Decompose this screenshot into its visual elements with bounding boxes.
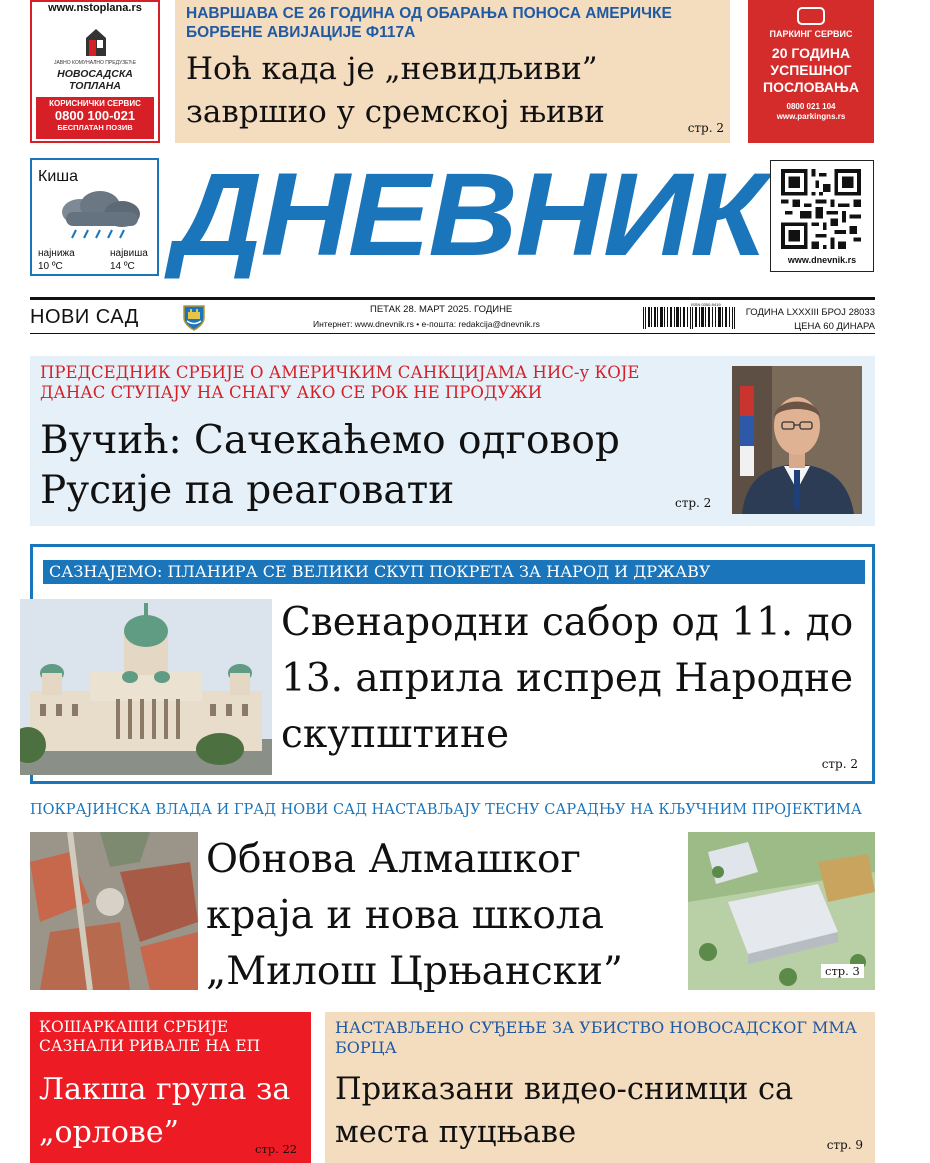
almaski-story[interactable] [30, 830, 875, 992]
sabor-page: стр. 2 [821, 757, 858, 771]
barcode-icon [643, 302, 753, 334]
sabor-headline: Свенародни сабор од 11. до 13. априла испред Народне скупштине [281, 600, 854, 757]
weather-low-value: 10 ºC [38, 261, 63, 272]
issue-price: ЦЕНА 60 ДИНАРА [794, 321, 875, 332]
weather-high-label: највиша [110, 248, 148, 259]
almaski-headline: Обнова Алмашког краја и нова школа „Милош Црњански” [206, 837, 623, 994]
sabor-kicker: САЗНАЈЕМО: ПЛАНИРА СЕ ВЕЛИКИ СКУП ПОКРЕТА ЗА НАРОД И ДРЖАВУ [43, 560, 865, 584]
masthead-title: ДНЕВНИК [173, 149, 765, 281]
aerial-photo [30, 832, 198, 990]
lead-kicker: ПРЕДСЕДНИК СРБИЈЕ О АМЕРИЧКИМ САНКЦИЈАМА НИС-у КОЈЕ ДАНАС СТУПАЈУ НА СНАГУ АКО СЕ РОК НЕ ПРОДУЖИ [40, 363, 640, 402]
parking-url: www.parkingns.rs [776, 112, 846, 121]
toplana-tagline: ЈАВНО КОМУНАЛНО ПРЕДУЗЕЋЕ [53, 60, 137, 66]
toplana-phone: 0800 100-021 [54, 108, 136, 123]
qr-code-icon [781, 169, 861, 249]
top-teaser-kicker: НАВРШАВА СЕ 26 ГОДИНА ОД ОБАРАЊА ПОНОСА АМЕРИЧКЕ БОРБЕНЕ АВИЈАЦИЈЕ Ф117А [186, 5, 672, 41]
info-bar [30, 297, 875, 334]
weather-condition: Киша [38, 168, 78, 185]
lead-headline: Вучић: Сачекаћемо одговор Русије па реаговати [40, 418, 620, 513]
toplana-logo-icon [82, 26, 110, 58]
rain-cloud-icon [52, 190, 147, 245]
weather-box [30, 158, 159, 276]
sport-headline: Лакша група за „орлове” [39, 1072, 291, 1150]
trial-story[interactable] [325, 1012, 875, 1163]
parking-logo-icon [797, 7, 825, 25]
trial-kicker: НАСТАВЉЕНО СУЂЕЊЕ ЗА УБИСТВО НОВОСАДСКОГ ММА БОРЦА [335, 1018, 857, 1057]
parking-slogan: 20 ГОДИНА УСПЕШНОГ ПОСЛОВАЊА [763, 45, 859, 95]
sport-kicker: КОШАРКАШИ СРБИЈЕ САЗНАЛИ РИВАЛЕ НА ЕП [39, 1018, 261, 1055]
toplana-service-box [36, 97, 154, 139]
weather-high-value: 14 ºC [110, 261, 135, 272]
trial-page: стр. 9 [826, 1138, 863, 1152]
top-teaser-story[interactable] [175, 0, 730, 143]
toplana-ad[interactable] [30, 0, 160, 143]
issue-number: ГОДИНА LXXXIII БРОЈ 28033 [745, 307, 875, 318]
contact-info: Интернет: www.dnevnik.rs • е-пошта: redakcija@dnevnik.rs [313, 319, 540, 329]
top-teaser-headline: Ноћ када је „невидљиви” завршио у сремској њиви [186, 51, 605, 130]
city-crest-icon [182, 304, 206, 331]
sport-page: стр. 22 [255, 1142, 298, 1156]
toplana-brand: НОВОСАДСКА ТОПЛАНА [57, 68, 133, 92]
president-photo [732, 366, 862, 514]
qr-box[interactable] [770, 160, 874, 272]
parking-ad[interactable] [748, 0, 874, 143]
sport-story[interactable] [30, 1012, 311, 1163]
toplana-service-label: КОРИСНИЧКИ СЕРВИС [49, 99, 141, 108]
top-teaser-page: стр. 2 [687, 121, 724, 135]
sabor-story[interactable] [30, 544, 875, 784]
trial-headline: Приказани видео-снимци са места пуцњаве [335, 1072, 794, 1150]
parking-phone: 0800 021 104 [786, 102, 836, 111]
issn-text: ISSN 0350-9419 [691, 302, 721, 307]
almaski-kicker: ПОКРАЈИНСКА ВЛАДА И ГРАД НОВИ САД НАСТАВЉАЈУ ТЕСНУ САРАДЊУ НА КЉУЧНИМ ПРОЈЕКТИМА [30, 802, 862, 818]
qr-url: www.dnevnik.rs [787, 255, 857, 265]
city-name: НОВИ САД [30, 306, 139, 328]
lead-page: стр. 2 [675, 496, 712, 510]
toplana-url: www.nstoplana.rs [48, 2, 142, 14]
issue-date: ПЕТАК 28. МАРТ 2025. ГОДИНЕ [370, 304, 513, 315]
parking-service: ПАРКИНГ СЕРВИС [769, 29, 853, 39]
lead-story[interactable] [30, 356, 875, 526]
weather-low-label: најнижа [38, 248, 75, 259]
almaski-page: стр. 3 [821, 964, 864, 978]
toplana-free-call: БЕСПЛАТАН ПОЗИВ [57, 123, 133, 132]
parliament-photo [20, 599, 272, 775]
